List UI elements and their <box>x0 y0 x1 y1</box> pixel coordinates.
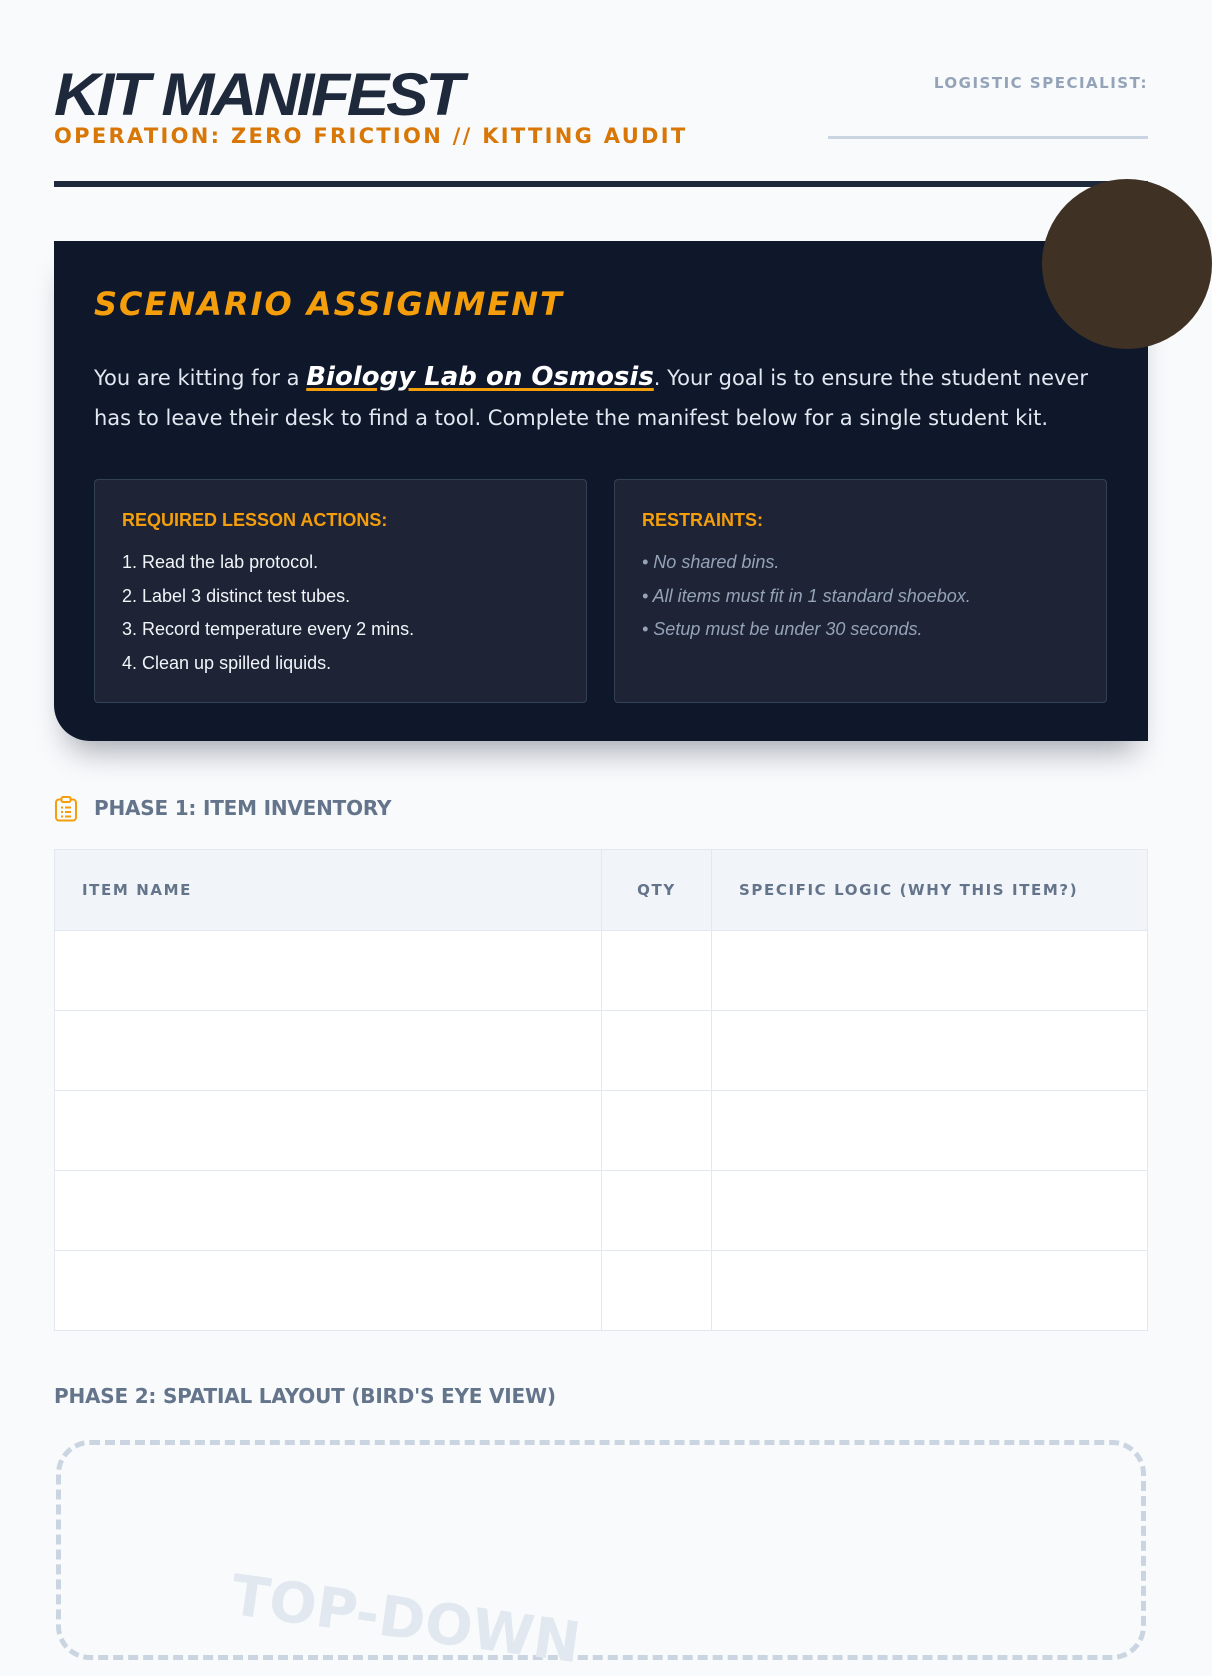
page-title: KIT MANIFEST <box>54 61 462 128</box>
corner-decoration <box>1042 179 1212 349</box>
qty-cell[interactable] <box>602 1251 712 1331</box>
qty-cell[interactable] <box>602 931 712 1011</box>
required-actions-title: REQUIRED LESSON ACTIONS: <box>122 510 388 530</box>
logic-cell[interactable] <box>712 1011 1148 1091</box>
item-name-cell[interactable] <box>55 931 602 1011</box>
column-header-logic: SPECIFIC LOGIC (WHY THIS ITEM?) <box>712 850 1148 931</box>
logic-cell[interactable] <box>712 1091 1148 1171</box>
header-divider <box>54 181 1148 187</box>
scenario-title: SCENARIO ASSIGNMENT <box>94 285 564 323</box>
restraints-title: RESTRAINTS: <box>642 510 763 530</box>
qty-cell[interactable] <box>602 1091 712 1171</box>
clipboard-icon <box>54 796 78 822</box>
column-header-item-name: ITEM NAME <box>55 850 602 931</box>
item-name-cell[interactable] <box>55 1251 602 1331</box>
inventory-table <box>54 849 1148 1331</box>
action-item: 2. Label 3 distinct test tubes. <box>122 585 351 606</box>
scenario-intro-before: You are kitting for a <box>94 366 307 390</box>
scenario-intro-after: . Your goal is to ensure the student never has to leave their desk to find a tool. Complete the manifest below for a single student kit. <box>94 366 1088 430</box>
scenario-description <box>94 357 1104 438</box>
restraints-box <box>614 479 1107 703</box>
qty-cell[interactable] <box>602 1011 712 1091</box>
item-name-cell[interactable] <box>55 1011 602 1091</box>
logic-cell[interactable] <box>712 1251 1148 1331</box>
page-subtitle: OPERATION: ZERO FRICTION // KITTING AUDIT <box>54 124 688 148</box>
lesson-name-highlight: Biology Lab on Osmosis <box>306 362 654 392</box>
phase1-heading <box>54 794 1148 824</box>
table-row <box>55 931 1148 1011</box>
layout-watermark: TOP-DOWN <box>226 1563 585 1676</box>
column-header-qty: QTY <box>602 850 712 931</box>
logic-cell[interactable] <box>712 931 1148 1011</box>
action-item: 3. Record temperature every 2 mins. <box>122 619 415 639</box>
table-row <box>55 1011 1148 1091</box>
table-row <box>55 1171 1148 1251</box>
table-row <box>55 1091 1148 1171</box>
page-header <box>54 52 1148 187</box>
phase2-title: PHASE 2: SPATIAL LAYOUT (BIRD'S EYE VIEW) <box>54 1384 556 1408</box>
scenario-card <box>54 241 1148 741</box>
restraint-item: • Setup must be under 30 seconds. <box>642 619 923 639</box>
action-item: 1. Read the lab protocol. <box>122 552 319 572</box>
required-actions-box <box>94 479 587 703</box>
logic-cell[interactable] <box>712 1171 1148 1251</box>
item-name-cell[interactable] <box>55 1171 602 1251</box>
specialist-signature-line[interactable] <box>828 136 1148 139</box>
spatial-layout-drawing-area[interactable] <box>56 1440 1146 1676</box>
item-name-cell[interactable] <box>55 1091 602 1171</box>
restraint-item: • All items must fit in 1 standard shoebox. <box>642 585 971 606</box>
phase1-title: PHASE 1: ITEM INVENTORY <box>94 796 392 820</box>
table-row <box>55 1251 1148 1331</box>
qty-cell[interactable] <box>602 1171 712 1251</box>
action-item: 4. Clean up spilled liquids. <box>122 652 332 673</box>
table-header-row <box>55 850 1148 931</box>
restraint-item: • No shared bins. <box>642 552 780 572</box>
specialist-label: LOGISTIC SPECIALIST: <box>933 74 1148 92</box>
